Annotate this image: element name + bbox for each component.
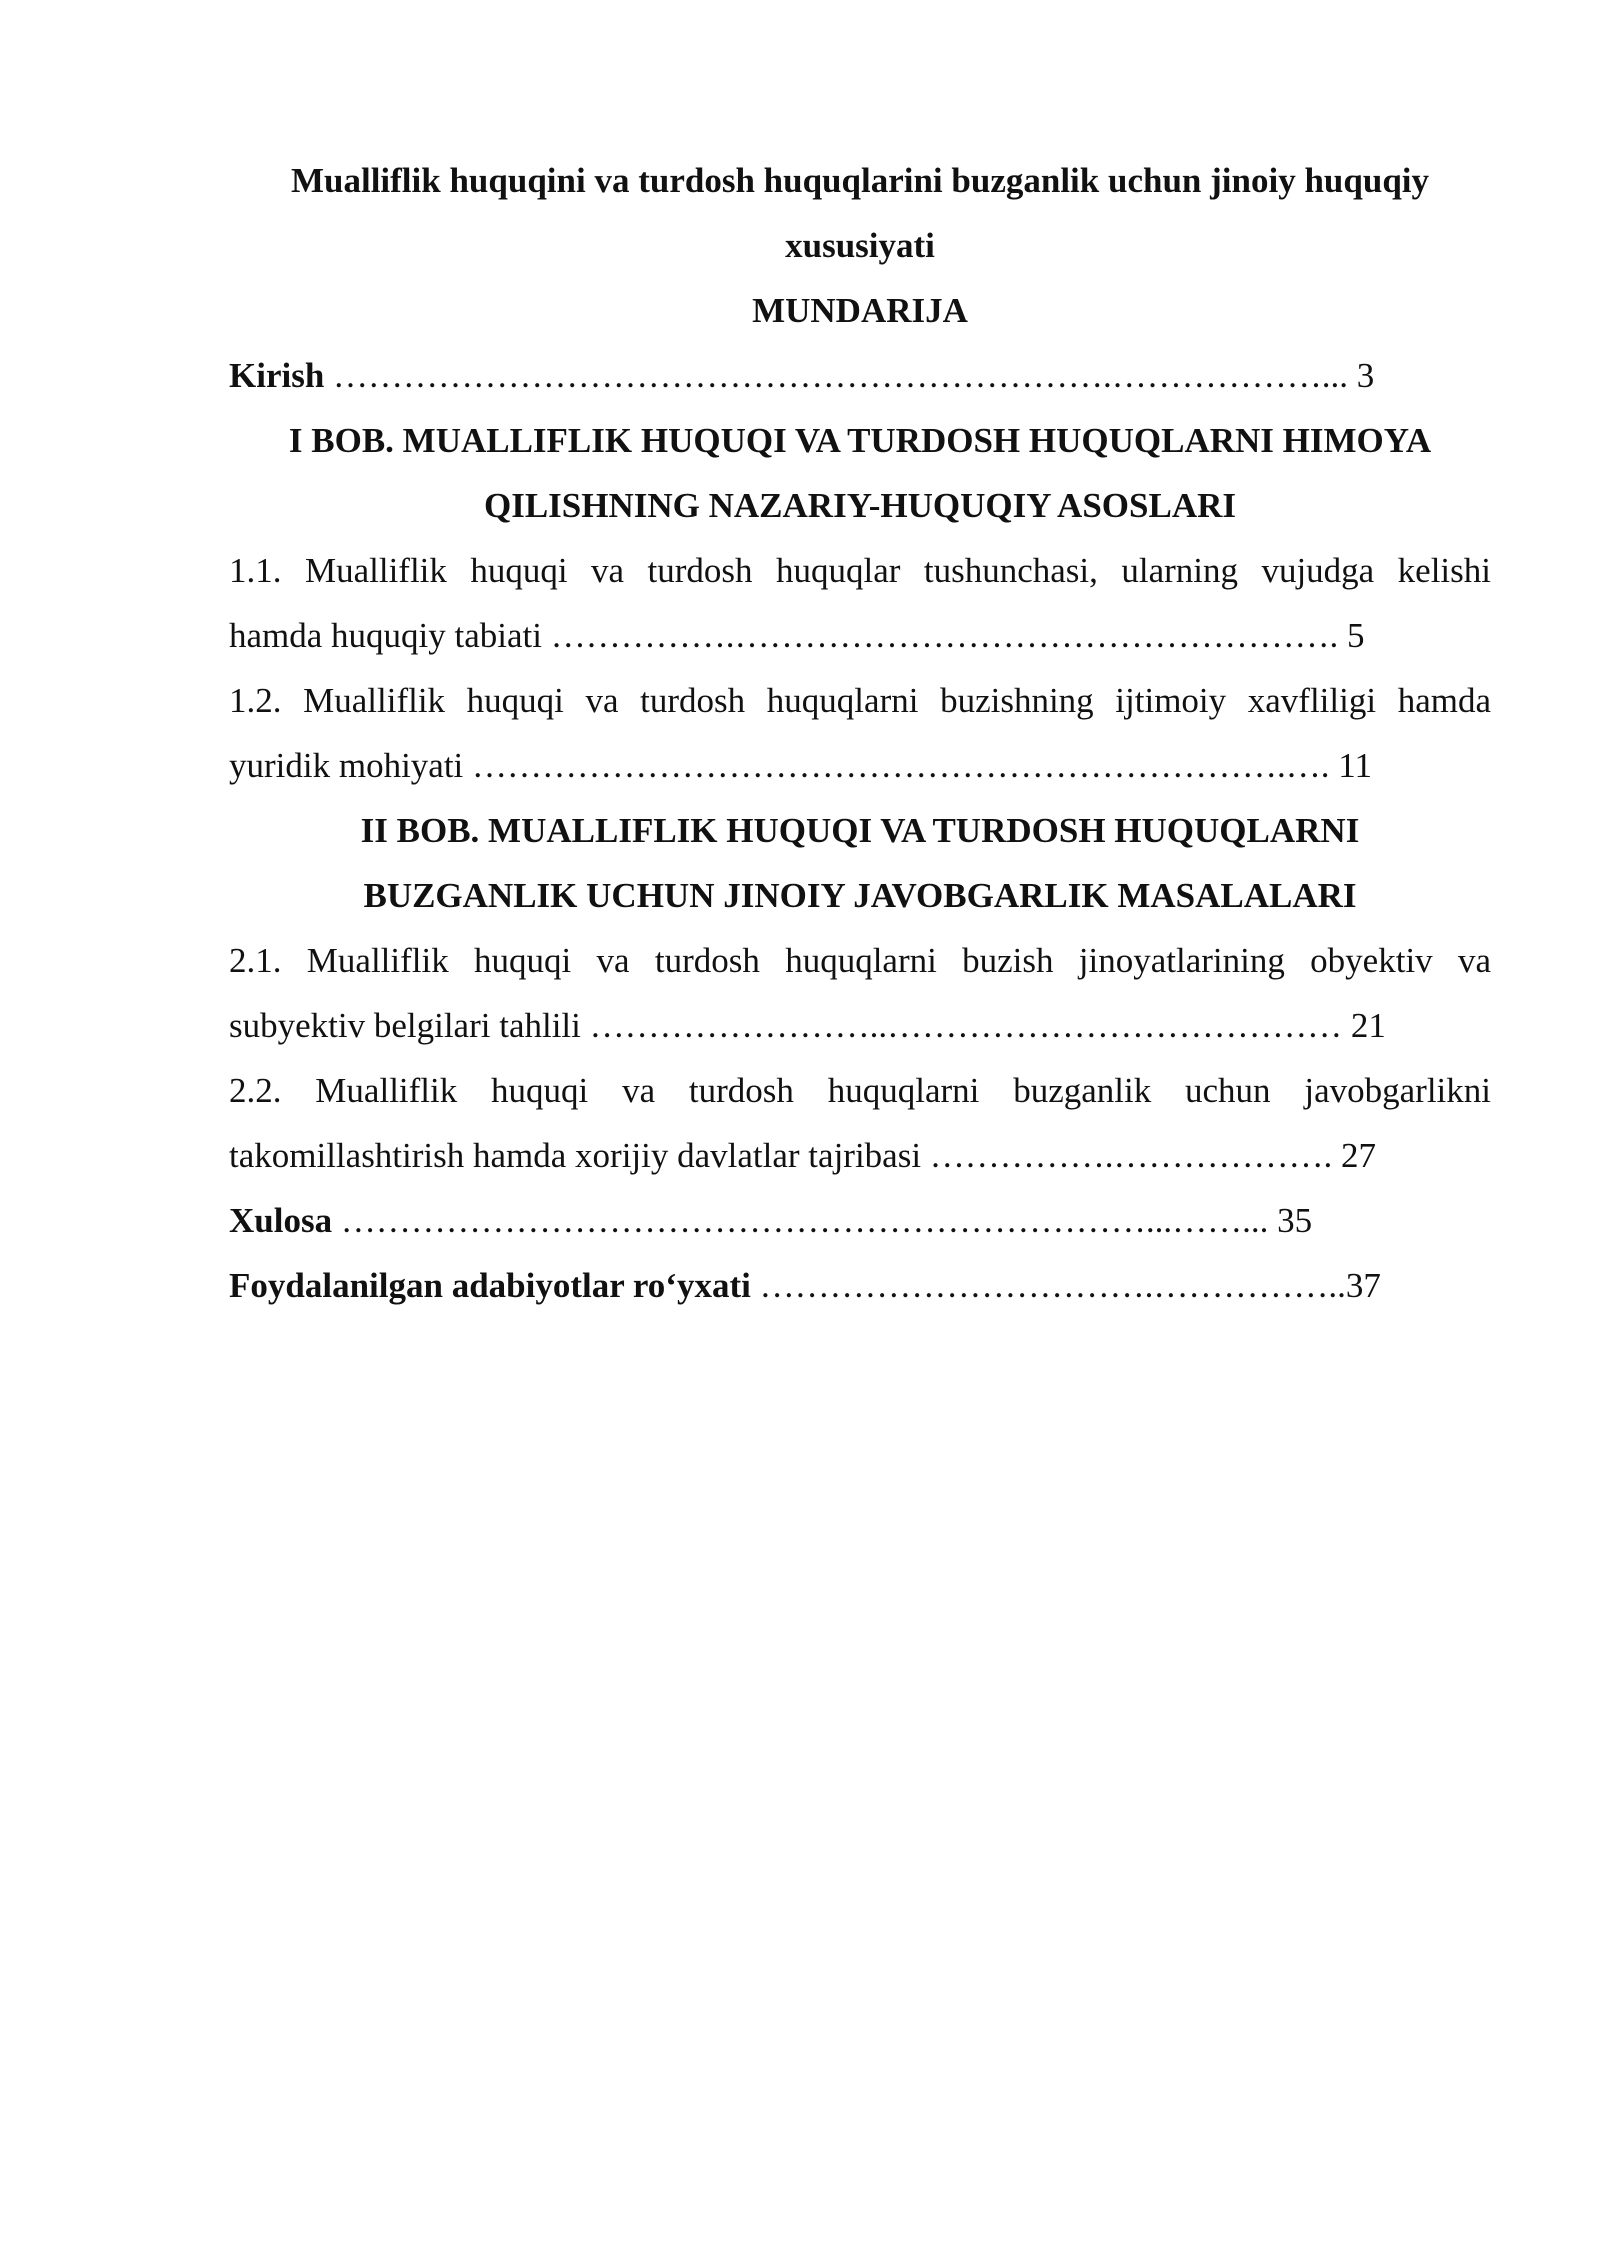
- toc-entry-intro: [229, 343, 1491, 408]
- toc-conclusion-label: Xulosa: [229, 1201, 333, 1240]
- toc-section-1-1-line-2: hamda huquqiy tabiati …………….……………………………………………. 5: [229, 616, 1365, 655]
- chapter-1-heading-line-2: QILISHNING NAZARIY-HUQUQIY ASOSLARI: [483, 486, 1237, 525]
- document-title-line-1: Mualliflik huquqini va turdosh huquqlarini buzganlik uchun jinoiy huquqiy: [290, 161, 1430, 200]
- contents-heading: MUNDARIJA: [752, 291, 968, 330]
- toc-entry-references: [229, 1253, 1491, 1318]
- toc-intro-leader: ………………………………………………………….………………... 3: [324, 356, 1375, 395]
- toc-conclusion-leader: ……………………………………………………………...……... 35: [332, 1201, 1313, 1240]
- toc-section-2-1-line-1: 2.1. Mualliflik huquqi va turdosh huquqlarni buzish jinoyatlarining obyektiv va: [229, 941, 1491, 980]
- toc-intro-label: Kirish: [229, 356, 325, 395]
- toc-section-1-2-line-1: 1.2. Mualliflik huquqi va turdosh huquqlarni buzishning ijtimoiy xavfliligi hamda: [229, 681, 1491, 720]
- toc-section-1-2-line-2: yuridik mohiyati …………………………………………………………….…. 11: [229, 746, 1372, 785]
- chapter-2-heading-line-2: BUZGANLIK UCHUN JINOIY JAVOBGARLIK MASALALARI: [363, 876, 1357, 915]
- chapter-2-heading-line-1: II BOB. MUALLIFLIK HUQUQI VA TURDOSH HUQUQLARNI: [360, 811, 1360, 850]
- toc-section-2-2-line-2: takomillashtirish hamda xorijiy davlatlar tajribasi …………….………………. 27: [229, 1136, 1377, 1175]
- toc-references-leader: …………………………….……………..37: [750, 1266, 1381, 1305]
- toc-references-label: Foydalanilgan adabiyotlar ro‘yxati: [229, 1266, 751, 1305]
- table-of-contents: [229, 148, 1491, 1318]
- toc-entry-conclusion: [229, 1188, 1491, 1253]
- toc-section-2-1-line-2: subyektiv belgilari tahlili ……………………..………………………………… 21: [229, 1006, 1386, 1045]
- toc-section-2-2-line-1: 2.2. Mualliflik huquqi va turdosh huquqlarni buzganlik uchun javobgarlikni: [229, 1071, 1491, 1110]
- chapter-1-heading-line-1: I BOB. MUALLIFLIK HUQUQI VA TURDOSH HUQUQLARNI HIMOYA: [288, 421, 1432, 460]
- toc-section-1-1-line-1: 1.1. Mualliflik huquqi va turdosh huquqlar tushunchasi, ularning vujudga kelishi: [229, 551, 1491, 590]
- document-title-line-2: xususiyati: [785, 226, 935, 265]
